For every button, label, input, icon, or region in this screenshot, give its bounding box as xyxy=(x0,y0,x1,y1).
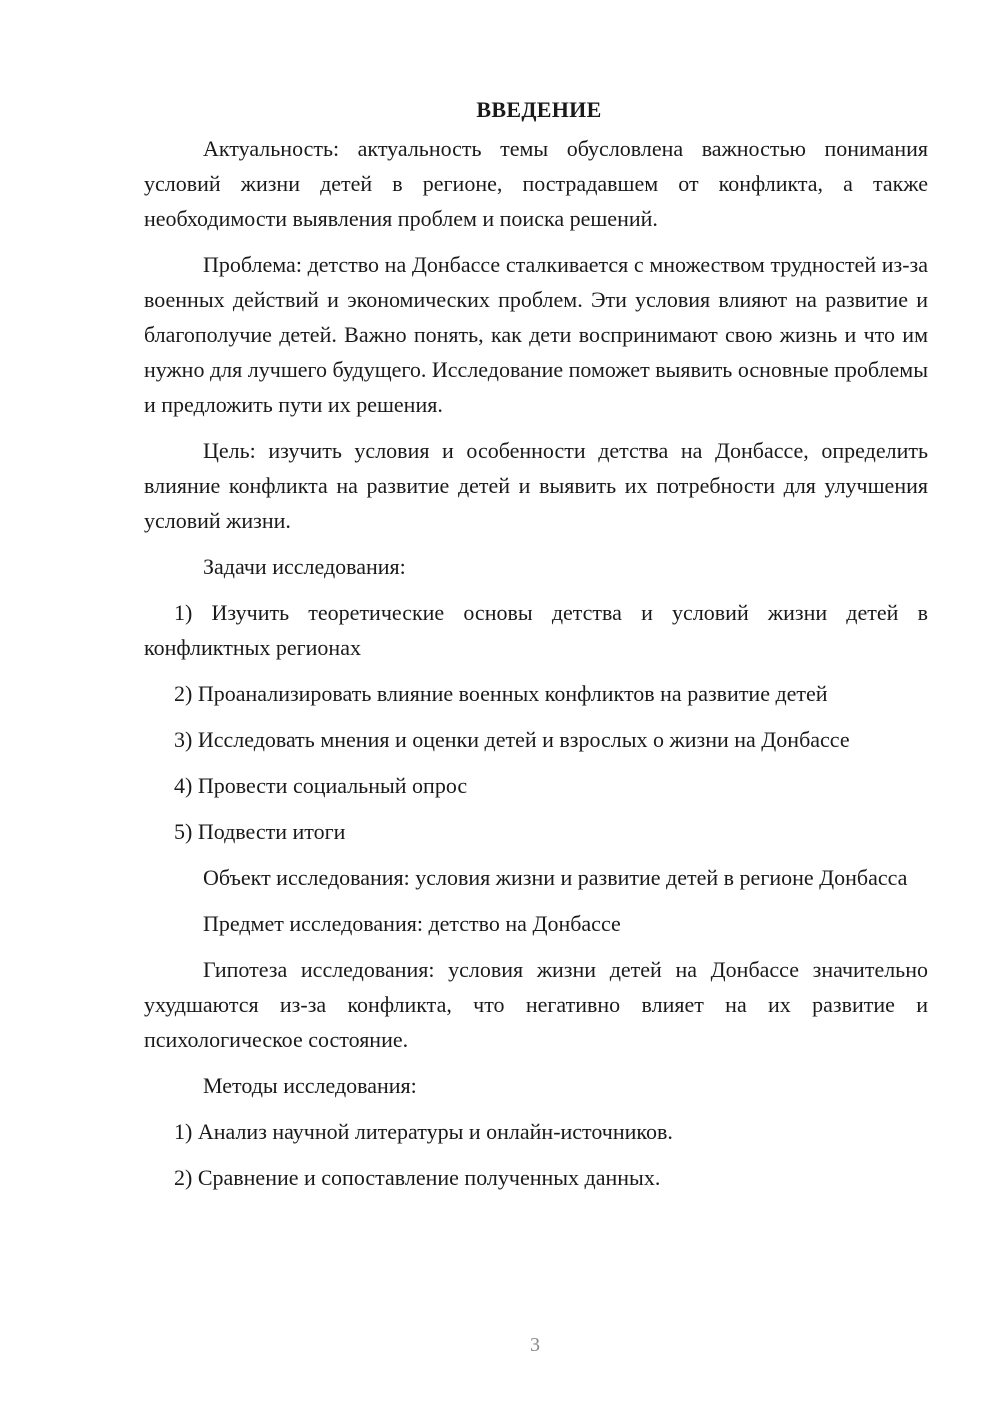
method-item: 2) Сравнение и сопоставление полученных данных. xyxy=(174,1165,661,1190)
relevance-paragraph: Актуальность: актуальность темы обусловлена важностью понимания условий жизни детей в регионе, пострадавшем от конфликта, а также необходимости выявления проблем и поиска решений. xyxy=(144,136,928,231)
research-object-paragraph: Объект исследования: условия жизни и развитие детей в регионе Донбасса xyxy=(203,865,908,890)
page-number: 3 xyxy=(530,1334,540,1356)
task-item: 4) Провести социальный опрос xyxy=(174,773,468,798)
problem-paragraph: Проблема: детство на Донбассе сталкивается с множеством трудностей из-за военных действий и экономических проблем. Эти условия влияют на развитие и благополучие детей. Важно понять, как дети воспринимают свою жизнь и что им нужно для лучшего будущего. Исследование поможет выявить основные проблемы и предложить пути их решения. xyxy=(144,252,928,417)
tasks-heading: Задачи исследования: xyxy=(203,554,406,579)
method-item: 1) Анализ научной литературы и онлайн-источников. xyxy=(174,1119,673,1144)
page-content xyxy=(144,92,928,1206)
research-subject-paragraph: Предмет исследования: детство на Донбассе xyxy=(203,911,621,936)
section-title: ВВЕДЕНИЕ xyxy=(476,97,602,122)
hypothesis-paragraph: Гипотеза исследования: условия жизни детей на Донбассе значительно ухудшаются из-за конфликта, что негативно влияет на их развитие и психологическое состояние. xyxy=(144,957,928,1052)
task-item: 5) Подвести итоги xyxy=(174,819,346,844)
goal-paragraph: Цель: изучить условия и особенности детства на Донбассе, определить влияние конфликта на развитие детей и выявить их потребности для улучшения условий жизни. xyxy=(144,438,928,533)
task-item: 3) Исследовать мнения и оценки детей и взрослых о жизни на Донбассе xyxy=(174,727,850,752)
task-item: 2) Проанализировать влияние военных конфликтов на развитие детей xyxy=(174,681,828,706)
task-item: 1) Изучить теоретические основы детства и условий жизни детей в конфликтных регионах xyxy=(144,600,928,660)
methods-heading: Методы исследования: xyxy=(203,1073,417,1098)
